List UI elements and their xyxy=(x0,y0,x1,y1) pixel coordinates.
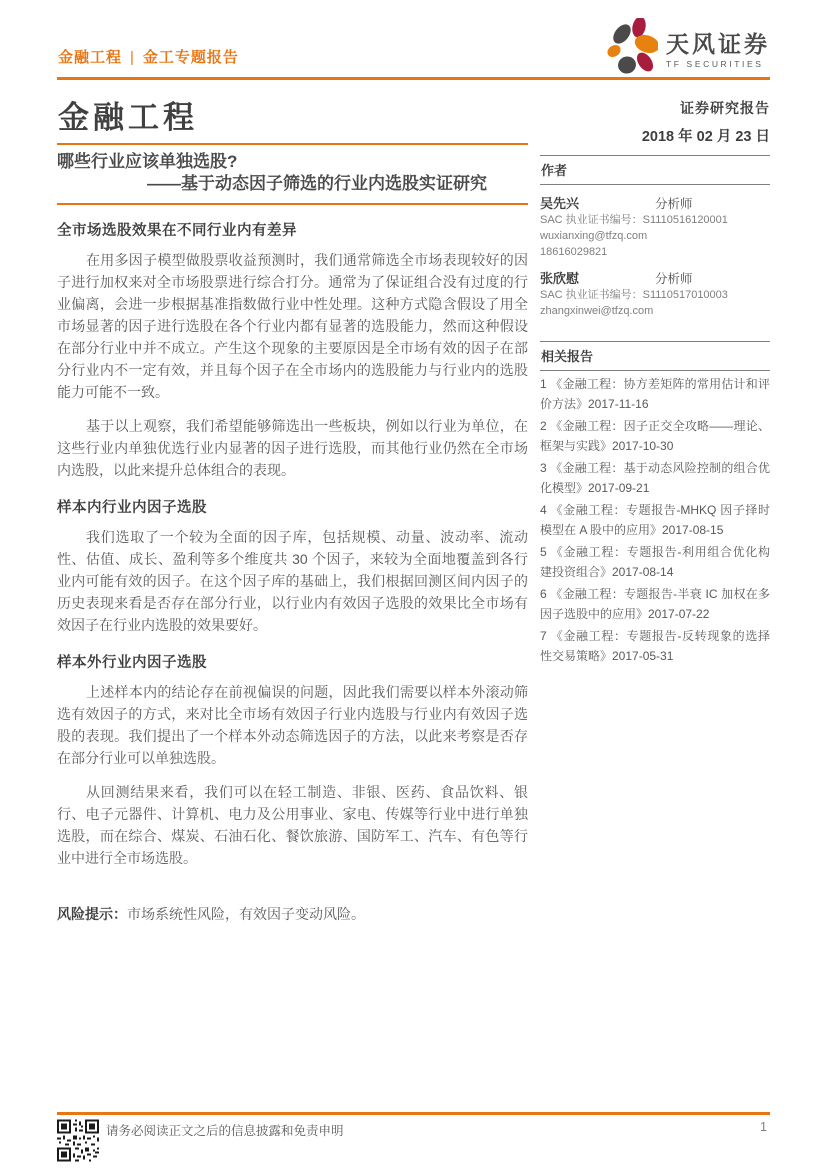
report-date: 2018 年 02 月 23 日 xyxy=(641,129,770,145)
logo-name-cn: 天风证券 xyxy=(666,30,770,57)
tf-securities-logo xyxy=(602,18,770,81)
category-label: 金融工程 xyxy=(58,49,123,66)
tf-flower-logo-icon xyxy=(602,18,658,81)
page-title: 金融工程 xyxy=(58,100,198,135)
sidebar-divider xyxy=(540,370,770,371)
body-paragraph: 我们选取了一个较为全面的因子库，包括规模、动量、波动率、流动性、估值、成长、盈利等多个维度共 30 个因子，来较为全面地覆盖到各行业内可能有效的因子。在这个因子库的基础上，我们根据回测区间内因子的历史表现来看是否存在部分行业，以行业内有效因子选股的效果比全市场有效因子在行业内选股的效果要好。 xyxy=(57,529,528,633)
author-role: 分析师 xyxy=(655,197,693,211)
section-heading-1: 全市场选股效果在不同行业内有差异 xyxy=(57,223,297,239)
related-report-link[interactable]: 6 《金融工程：专题报告-半衰 IC 加权在多因子选股中的应用》2017-07-22 xyxy=(540,587,770,621)
report-subtitle-line1: 哪些行业应该单独选股? xyxy=(57,152,238,171)
body-paragraph: 上述样本内的结论存在前视偏误的问题，因此我们需要以样本外滚动筛选有效因子的方式，来对比全市场有效因子行业内选股与行业内有效因子选股的表现。我们提出了一个样本外动态筛选因子的方法，以此来考察是否存在部分行业可以单独选股。 xyxy=(57,684,528,766)
author-name: 张欣慰 xyxy=(540,271,580,286)
footer-disclaimer: 请务必阅读正文之后的信息披露和免责申明 xyxy=(106,1124,344,1138)
author-email[interactable]: wuxianxing@tfzq.com xyxy=(540,230,648,242)
related-report-link[interactable]: 5 《金融工程：专题报告-利用组合优化构建投资组合》2017-08-14 xyxy=(540,545,770,579)
logo-wordmark xyxy=(666,31,770,69)
related-report-link[interactable]: 2 《金融工程：因子正交全攻略——理论、框架与实践》2017-10-30 xyxy=(540,419,770,453)
author-name: 吴先兴 xyxy=(540,196,580,211)
related-reports-list xyxy=(540,375,770,666)
header-divider xyxy=(57,77,770,80)
author-cert: SAC 执业证书编号：S1110517010003 xyxy=(540,289,728,301)
section-heading-3: 样本外行业内因子选股 xyxy=(57,655,207,671)
section-heading-2: 样本内行业内因子选股 xyxy=(57,500,207,516)
body-paragraph: 在用多因子模型做股票收益预测时，我们通常筛选全市场表现较好的因子进行加权来对全市场股票进行综合打分。通常为了保证组合没有过度的行业偏离，会进一步根据基准指数做行业中性处理。这种方式隐含假设了用全市场显著的因子进行选股在各个行业内都有显著的选股能力，然而这种假设在部分行业中并不成立。产生这个现象的主要原因是全市场有效的因子在部分行业内不一定有效，并且每个因子在全市场内的选股能力与行业内的选股能力可能不一致。 xyxy=(57,252,528,400)
page-number: 1 xyxy=(760,1120,767,1134)
related-report-link[interactable]: 1 《金融工程：协方差矩阵的常用估计和评价方法》2017-11-16 xyxy=(540,377,770,411)
related-report-link[interactable]: 7 《金融工程：专题报告-反转现象的选择性交易策略》2017-05-31 xyxy=(540,629,770,663)
author-email[interactable]: zhangxinwei@tfzq.com xyxy=(540,305,654,317)
related-report-link[interactable]: 4 《金融工程：专题报告-MHKQ 因子择时模型在 A 股中的应用》2017-08-15 xyxy=(540,503,770,537)
related-reports-heading: 相关报告 xyxy=(541,349,594,364)
risk-text: 市场系统性风险，有效因子变动风险。 xyxy=(127,906,365,922)
related-report-link[interactable]: 3 《金融工程：基于动态风险控制的组合优化模型》2017-09-21 xyxy=(540,461,770,495)
sidebar-divider xyxy=(540,184,770,185)
author-phone: 18616029821 xyxy=(540,246,608,258)
body-paragraph: 从回测结果来看，我们可以在轻工制造、非银、医药、食品饮料、银行、电子元器件、计算机、电力及公用事业、家电、传媒等行业中进行单独选股，而在综合、煤炭、石油石化、餐饮旅游、国防军工、汽车、有色等行业中进行全市场选股。 xyxy=(57,784,528,866)
logo-name-en: TF SECURITIES xyxy=(666,58,764,69)
author-role: 分析师 xyxy=(655,272,693,286)
body-paragraph: 基于以上观察，我们希望能够筛选出一些板块，例如以行业为单位，在这些行业内单独优选行业内显著的因子进行选股，而其他行业仍然在全市场内选股，以此来提升总体组合的表现。 xyxy=(57,418,528,478)
author-entry xyxy=(540,193,770,260)
report-info-sidebar xyxy=(540,98,770,666)
risk-label: 风险提示： xyxy=(57,906,127,922)
abstract-column xyxy=(57,219,528,937)
report-type-label: 金工专题报告 xyxy=(142,49,239,66)
qr-code-icon xyxy=(57,1118,99,1163)
authors-heading: 作者 xyxy=(541,163,568,178)
risk-notice xyxy=(57,903,528,925)
report-kind-label: 证券研究报告 xyxy=(680,100,770,116)
author-cert: SAC 执业证书编号：S1110516120001 xyxy=(540,214,728,226)
report-subtitle-line2: ——基于动态因子筛选的行业内选股实证研究 xyxy=(147,174,487,193)
report-category-tag xyxy=(58,46,239,67)
report-subtitle-box xyxy=(57,143,528,205)
category-separator: | xyxy=(130,49,135,66)
footer-divider xyxy=(57,1112,770,1115)
author-entry xyxy=(540,268,770,319)
